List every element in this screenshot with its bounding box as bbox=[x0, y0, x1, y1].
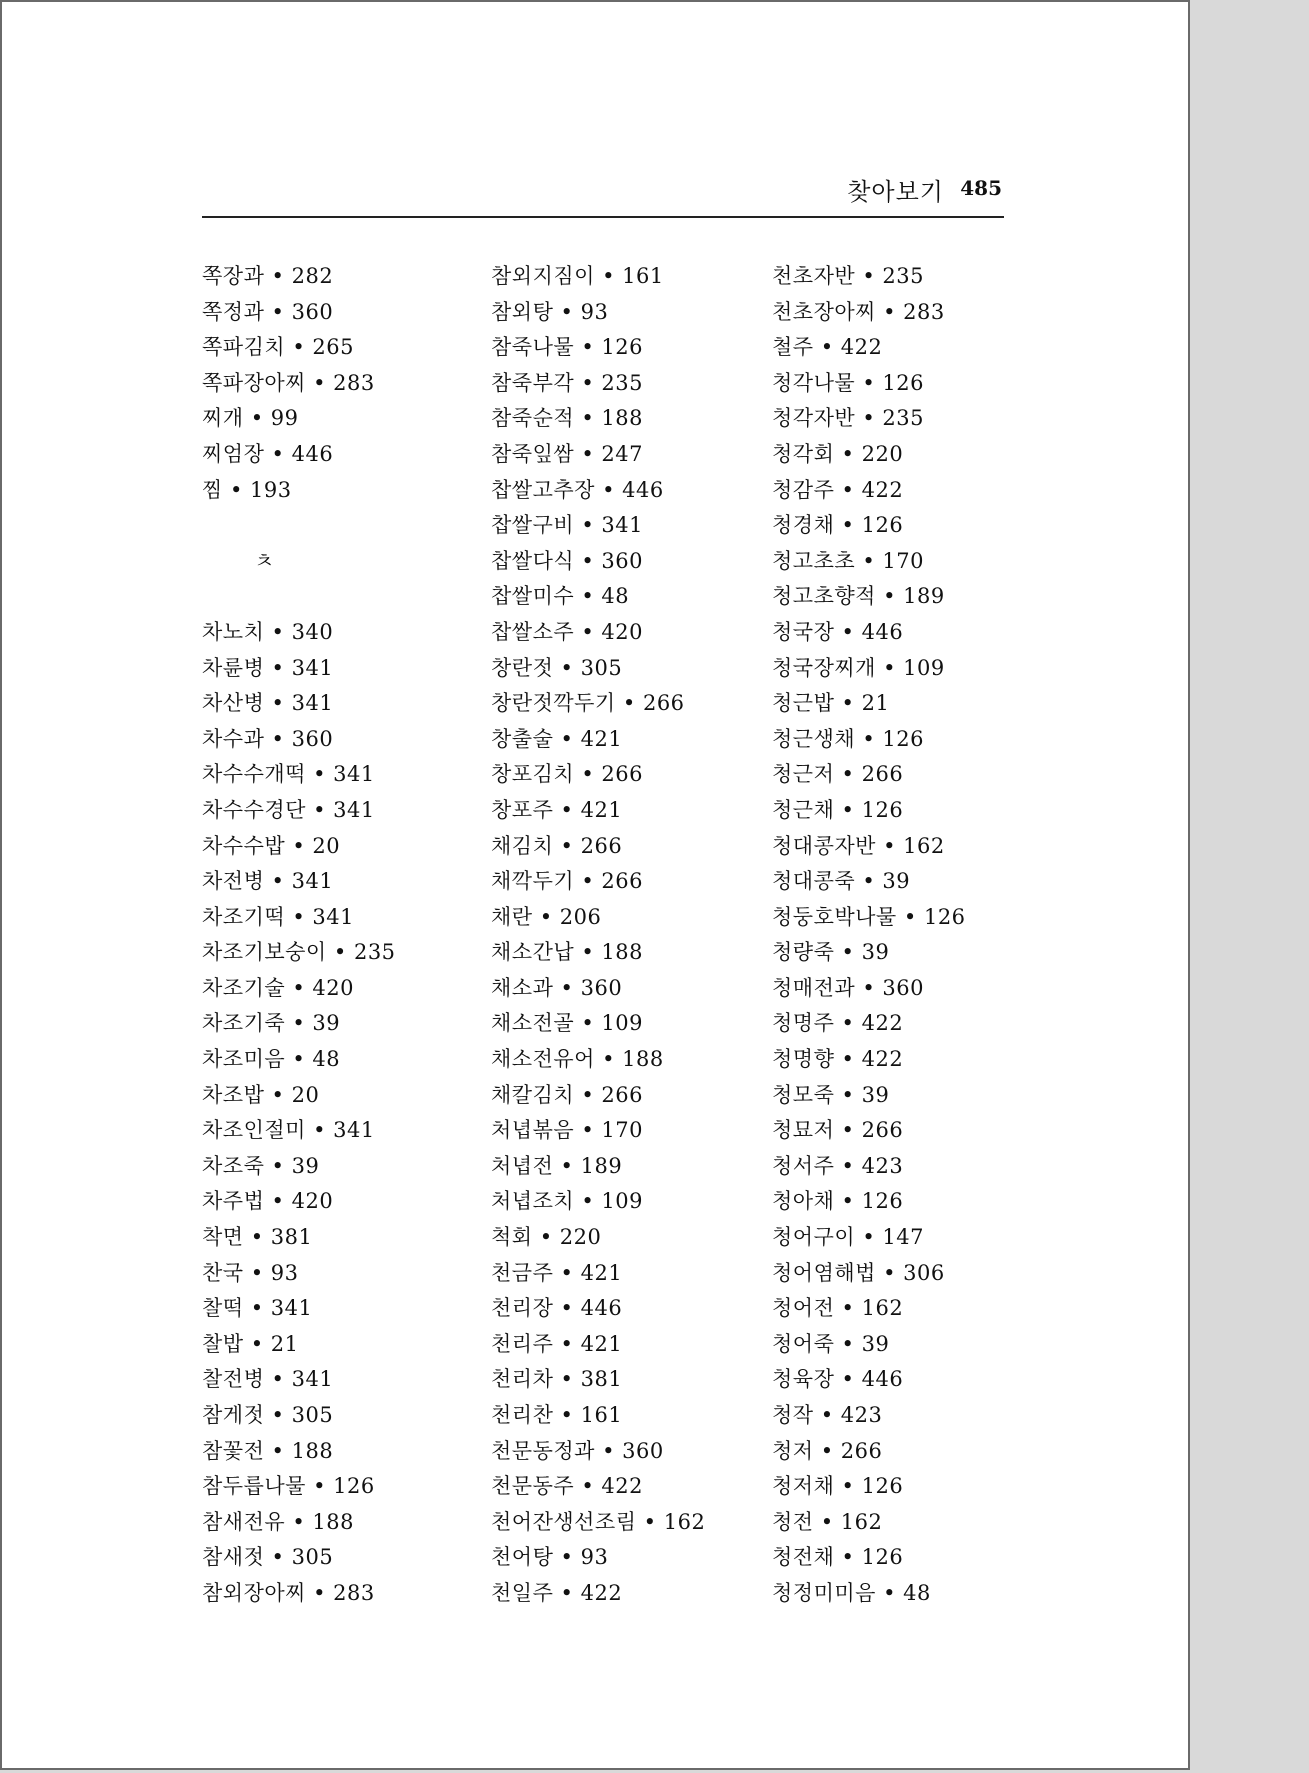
index-entry: 차조밥 • 20 bbox=[202, 1082, 320, 1107]
index-entry: 청어구이 • 147 bbox=[772, 1225, 924, 1250]
index-entry: 찹쌀미수 • 48 bbox=[491, 584, 630, 609]
index-entry: 청전채 • 126 bbox=[772, 1545, 904, 1570]
index-entry: 청전 • 162 bbox=[772, 1509, 883, 1534]
index-entry: 청어전 • 162 bbox=[772, 1296, 904, 1321]
index-entry: 천초장아찌 • 283 bbox=[772, 299, 945, 324]
index-entry: 철주 • 422 bbox=[772, 335, 883, 360]
index-entry: 청근생채 • 126 bbox=[772, 726, 924, 751]
index-entry: 찬국 • 93 bbox=[202, 1260, 299, 1285]
index-entry: 채김치 • 266 bbox=[491, 833, 623, 858]
index-entry: 천어탕 • 93 bbox=[491, 1545, 609, 1570]
index-entry: 청육장 • 446 bbox=[772, 1367, 904, 1392]
index-entry: 처녑볶음 • 170 bbox=[491, 1118, 643, 1143]
index-entry: 천일주 • 422 bbox=[491, 1580, 623, 1605]
index-entry: 찹쌀구비 • 341 bbox=[491, 513, 643, 538]
index-entry: 차조미음 • 48 bbox=[202, 1047, 341, 1072]
index-entry: 처녑조치 • 109 bbox=[491, 1189, 643, 1214]
index-entry: 청고초향적 • 189 bbox=[772, 584, 945, 609]
index-entry: 천리차 • 381 bbox=[491, 1367, 623, 1392]
index-entry: 천문동주 • 422 bbox=[491, 1474, 643, 1499]
index-entry: 창란젓깍두기 • 266 bbox=[491, 691, 685, 716]
index-entry: 청명주 • 422 bbox=[772, 1011, 904, 1036]
index-entry: 차전병 • 341 bbox=[202, 869, 334, 894]
index-entry: 청매전과 • 360 bbox=[772, 975, 924, 1000]
index-entry: 차조인절미 • 341 bbox=[202, 1118, 375, 1143]
index-entry: 채란 • 206 bbox=[491, 904, 602, 929]
index-entry: 차수수경단 • 341 bbox=[202, 797, 375, 822]
index-entry: 청아채 • 126 bbox=[772, 1189, 904, 1214]
index-entry: 차조기죽 • 39 bbox=[202, 1011, 341, 1036]
index-column-1 bbox=[202, 259, 396, 1612]
index-entry: 청각나물 • 126 bbox=[772, 370, 924, 395]
index-entry: 청국장찌개 • 109 bbox=[772, 655, 945, 680]
index-entry: 참외탕 • 93 bbox=[491, 299, 609, 324]
index-entry: 착면 • 381 bbox=[202, 1225, 313, 1250]
index-entry: 청고초초 • 170 bbox=[772, 548, 924, 573]
index-column-3 bbox=[772, 259, 966, 1612]
index-column-2 bbox=[491, 259, 705, 1612]
index-entry: 차조기보숭이 • 235 bbox=[202, 940, 396, 965]
index-entry: 찌엄장 • 446 bbox=[202, 441, 334, 466]
index-entry: 차조죽 • 39 bbox=[202, 1153, 320, 1178]
index-entry: 차수수밥 • 20 bbox=[202, 833, 341, 858]
index-entry: 참죽부각 • 235 bbox=[491, 370, 643, 395]
index-entry: 찹쌀고추장 • 446 bbox=[491, 477, 664, 502]
index-entry: 참새전유 • 188 bbox=[202, 1509, 354, 1534]
index-entry: 청묘저 • 266 bbox=[772, 1118, 904, 1143]
index-entry: 청각회 • 220 bbox=[772, 441, 904, 466]
index-entry: 창출술 • 421 bbox=[491, 726, 623, 751]
index-entry: 채칼김치 • 266 bbox=[491, 1082, 643, 1107]
index-entry: 채깍두기 • 266 bbox=[491, 869, 643, 894]
index-entry: 청감주 • 422 bbox=[772, 477, 904, 502]
index-entry: 창포주 • 421 bbox=[491, 797, 623, 822]
index-entry: 찹쌀소주 • 420 bbox=[491, 619, 643, 644]
index-entry: 참죽잎쌈 • 247 bbox=[491, 441, 643, 466]
index-entry: 참죽나물 • 126 bbox=[491, 335, 643, 360]
index-entry: 쪽파김치 • 265 bbox=[202, 335, 354, 360]
index-entry: 청어염해법 • 306 bbox=[772, 1260, 945, 1285]
index-entry: 찰밥 • 21 bbox=[202, 1331, 299, 1356]
index-entry: 처녑전 • 189 bbox=[491, 1153, 623, 1178]
index-entry: 청저 • 266 bbox=[772, 1438, 883, 1463]
index-entry: 쪽파장아찌 • 283 bbox=[202, 370, 375, 395]
index-entry: 차수수개떡 • 341 bbox=[202, 762, 375, 787]
index-entry: 차산병 • 341 bbox=[202, 691, 334, 716]
index-entry: 차조기술 • 420 bbox=[202, 975, 354, 1000]
index-entry: 천초자반 • 235 bbox=[772, 264, 924, 288]
running-header bbox=[202, 168, 1004, 218]
index-entry: 청근밥 • 21 bbox=[772, 691, 890, 716]
index-entry: 참외지짐이 • 161 bbox=[491, 264, 664, 288]
index-entry: 찜 • 193 bbox=[202, 477, 292, 502]
index-entry: 청모죽 • 39 bbox=[772, 1082, 890, 1107]
index-entry: 청량죽 • 39 bbox=[772, 940, 890, 965]
index-entry: 차조기떡 • 341 bbox=[202, 904, 354, 929]
index-entry: 천리찬 • 161 bbox=[491, 1403, 623, 1427]
index-entry: 차노치 • 340 bbox=[202, 619, 334, 644]
index-entry: 천금주 • 421 bbox=[491, 1260, 623, 1285]
index-entry: 청근저 • 266 bbox=[772, 762, 904, 787]
index-entry: 창란젓 • 305 bbox=[491, 655, 623, 680]
index-entry: 청저채 • 126 bbox=[772, 1474, 904, 1499]
index-entry: 청국장 • 446 bbox=[772, 619, 904, 644]
page-title: 찾아보기 bbox=[847, 178, 944, 206]
index-entry: 청각자반 • 235 bbox=[772, 406, 924, 431]
index-entry: 청작 • 423 bbox=[772, 1403, 883, 1427]
index-entry: 참죽순적 • 188 bbox=[491, 406, 643, 431]
index-entry: 청근채 • 126 bbox=[772, 797, 904, 822]
index-entry: 청대콩죽 • 39 bbox=[772, 869, 911, 894]
index-entry: 쪽정과 • 360 bbox=[202, 299, 334, 324]
index-entry: 청정미미음 • 48 bbox=[772, 1580, 931, 1605]
index-entry: 천리장 • 446 bbox=[491, 1296, 623, 1321]
index-entry: 채소간납 • 188 bbox=[491, 940, 643, 965]
index-entry: 채소과 • 360 bbox=[491, 975, 623, 1000]
index-entry: 청대콩자반 • 162 bbox=[772, 833, 945, 858]
index-entry: 청둥호박나물 • 126 bbox=[772, 904, 966, 929]
index-entry: 채소전유어 • 188 bbox=[491, 1047, 664, 1072]
index-entry: 참외장아찌 • 283 bbox=[202, 1580, 375, 1605]
index-entry: 차주법 • 420 bbox=[202, 1189, 334, 1214]
index-entry: 창포김치 • 266 bbox=[491, 762, 643, 787]
page-number: 485 bbox=[960, 176, 1002, 200]
index-entry: 쪽장과 • 282 bbox=[202, 264, 334, 288]
index-entry: 찹쌀다식 • 360 bbox=[491, 548, 643, 573]
index-entry: 참게젓 • 305 bbox=[202, 1403, 334, 1427]
index-entry: 청서주 • 423 bbox=[772, 1153, 904, 1178]
index-entry: 천문동정과 • 360 bbox=[491, 1438, 664, 1463]
index-entry: 천리주 • 421 bbox=[491, 1331, 623, 1356]
index-entry: 참새젓 • 305 bbox=[202, 1545, 334, 1570]
index-entry: 청경채 • 126 bbox=[772, 513, 904, 538]
index-entry: 찰전병 • 341 bbox=[202, 1367, 334, 1392]
index-entry: 차륜병 • 341 bbox=[202, 655, 334, 680]
index-entry: 찌개 • 99 bbox=[202, 406, 299, 431]
section-heading: ㅊ bbox=[254, 548, 275, 573]
index-entry: 찰떡 • 341 bbox=[202, 1296, 313, 1321]
index-entry: 척회 • 220 bbox=[491, 1225, 602, 1250]
index-entry: 참두릅나물 • 126 bbox=[202, 1474, 375, 1499]
index-entry: 청어죽 • 39 bbox=[772, 1331, 890, 1356]
index-entry: 참꽃전 • 188 bbox=[202, 1438, 334, 1463]
index-entry: 천어잔생선조림 • 162 bbox=[491, 1509, 706, 1534]
index-entry: 차수과 • 360 bbox=[202, 726, 334, 751]
index-entry: 청명향 • 422 bbox=[772, 1047, 904, 1072]
index-entry: 채소전골 • 109 bbox=[491, 1011, 643, 1036]
